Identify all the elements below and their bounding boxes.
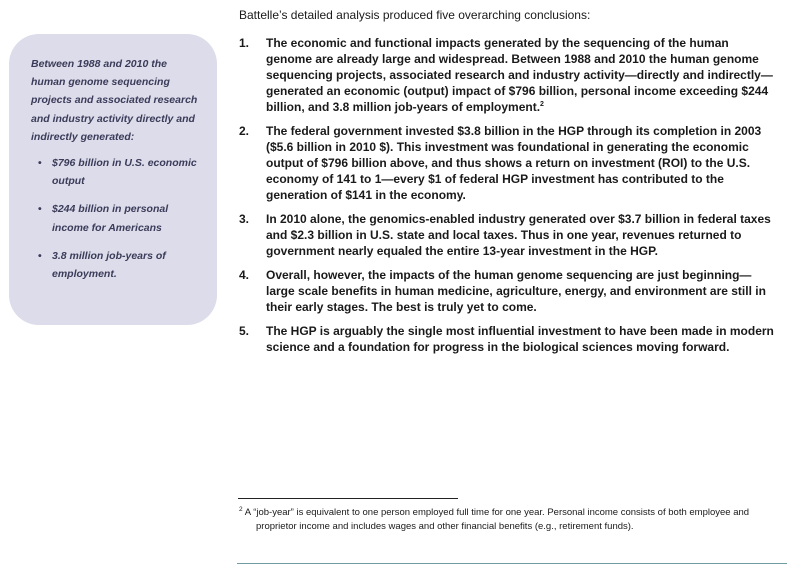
highlights-sidebar bbox=[9, 34, 217, 325]
conclusion-item bbox=[239, 211, 777, 259]
conclusion-number: 1. bbox=[239, 36, 250, 50]
conclusion-number: 3. bbox=[239, 212, 250, 226]
footnote-divider bbox=[238, 498, 458, 499]
conclusion-number: 5. bbox=[239, 324, 250, 338]
conclusion-text: The economic and functional impacts generated by the sequencing of the human genome are already large and widespread. Between 1988 and 2010 the human genome sequencing projects, associated research and industry activity—directly and indirectly—generated an economic (output) impact of $796 billion, personal income exceeding $244 billion, and 3.8 million job-years of employment. bbox=[266, 36, 773, 114]
sidebar-bullet-output: • $796 billion in U.S. economic output bbox=[31, 154, 201, 190]
conclusion-number: 4. bbox=[239, 268, 250, 282]
sidebar-bullet-jobs: • 3.8 million job-years of employment. bbox=[31, 247, 201, 283]
conclusion-number: 2. bbox=[239, 124, 250, 138]
conclusion-item bbox=[239, 323, 777, 355]
intro-paragraph: Battelle’s detailed analysis produced five overarching conclusions: bbox=[239, 8, 591, 22]
conclusion-text: The HGP is arguably the single most influential investment to have been made in modern science and a foundation for progress in the biological sciences moving forward. bbox=[266, 324, 774, 354]
conclusion-item bbox=[239, 35, 777, 115]
conclusion-item bbox=[239, 267, 777, 315]
sidebar-intro: Between 1988 and 2010 the human genome sequencing projects and associated research and industry activity directly and indirectly generated: bbox=[31, 58, 198, 143]
main-content bbox=[239, 0, 777, 363]
footnote-text: A “job-year” is equivalent to one person employed full time for one year. Personal income consists of both employee and proprietor income and includes wages and other financial benefits (e.g., retirement funds). bbox=[244, 507, 750, 532]
sidebar-bullet-list bbox=[31, 154, 201, 283]
footnote bbox=[239, 506, 784, 534]
conclusion-item bbox=[239, 123, 777, 203]
page-bottom-rule bbox=[237, 563, 787, 564]
conclusion-text: In 2010 alone, the genomics-enabled industry generated over $3.7 billion in federal taxes and $2.3 billion in U.S. state and local taxes. Thus in one year, revenues returned to government nearly equaled the entire 13-year investment in the HGP. bbox=[266, 212, 771, 258]
conclusions-list bbox=[239, 35, 777, 355]
footnote-reference[interactable]: 2 bbox=[540, 101, 544, 108]
conclusion-text: Overall, however, the impacts of the human genome sequencing are just beginning—large scale benefits in human medicine, agriculture, energy, and environment are still in their early stages. The best is truly yet to come. bbox=[266, 268, 766, 314]
sidebar-bullet-income: • $244 billion in personal income for Americans bbox=[31, 200, 201, 236]
footnote-marker: 2 bbox=[239, 505, 243, 513]
conclusion-text: The federal government invested $3.8 billion in the HGP through its completion in 2003 ($5.6 billion in 2010 $). This investment was foundational in generating the economic output of $796 billion above, and thus shows a return on investment (ROI) to the U.S. economy of 141 to 1—every $1 of federal HGP investment has contributed to the generation of $141 in the economy. bbox=[266, 124, 762, 202]
